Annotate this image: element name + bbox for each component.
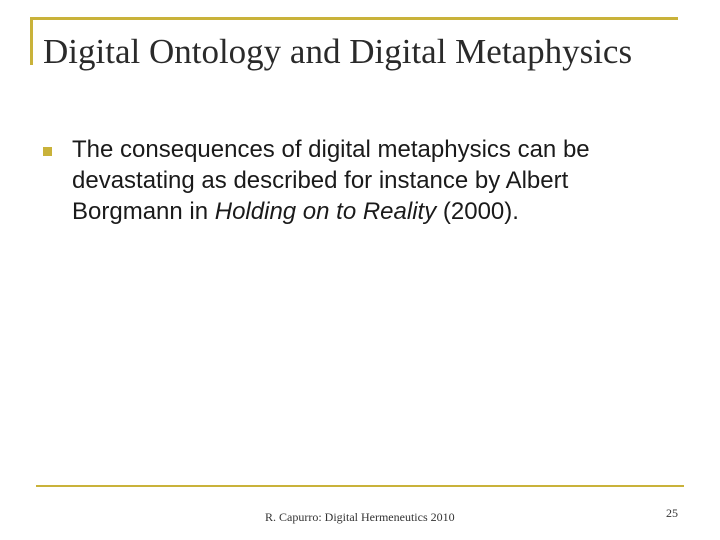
- bullet-text-year: (2000).: [436, 198, 519, 225]
- bullet-list: [43, 134, 683, 227]
- square-bullet-icon: [43, 147, 52, 156]
- title-frame-left-rule: [30, 17, 33, 65]
- bullet-text-intro: The consequences of digital metaphysics can be devastating as described for instance by Albert Borgmann in: [72, 136, 590, 225]
- page-number: 25: [666, 506, 678, 520]
- bullet-item: [43, 134, 683, 227]
- book-title: Holding on to Reality: [214, 198, 437, 225]
- footer-text: R. Capurro: Digital Hermeneutics 2010: [265, 510, 455, 524]
- footer-rule: [36, 485, 684, 487]
- slide-title: Digital Ontology and Digital Metaphysics: [43, 32, 633, 71]
- title-frame-top-rule: [30, 17, 678, 20]
